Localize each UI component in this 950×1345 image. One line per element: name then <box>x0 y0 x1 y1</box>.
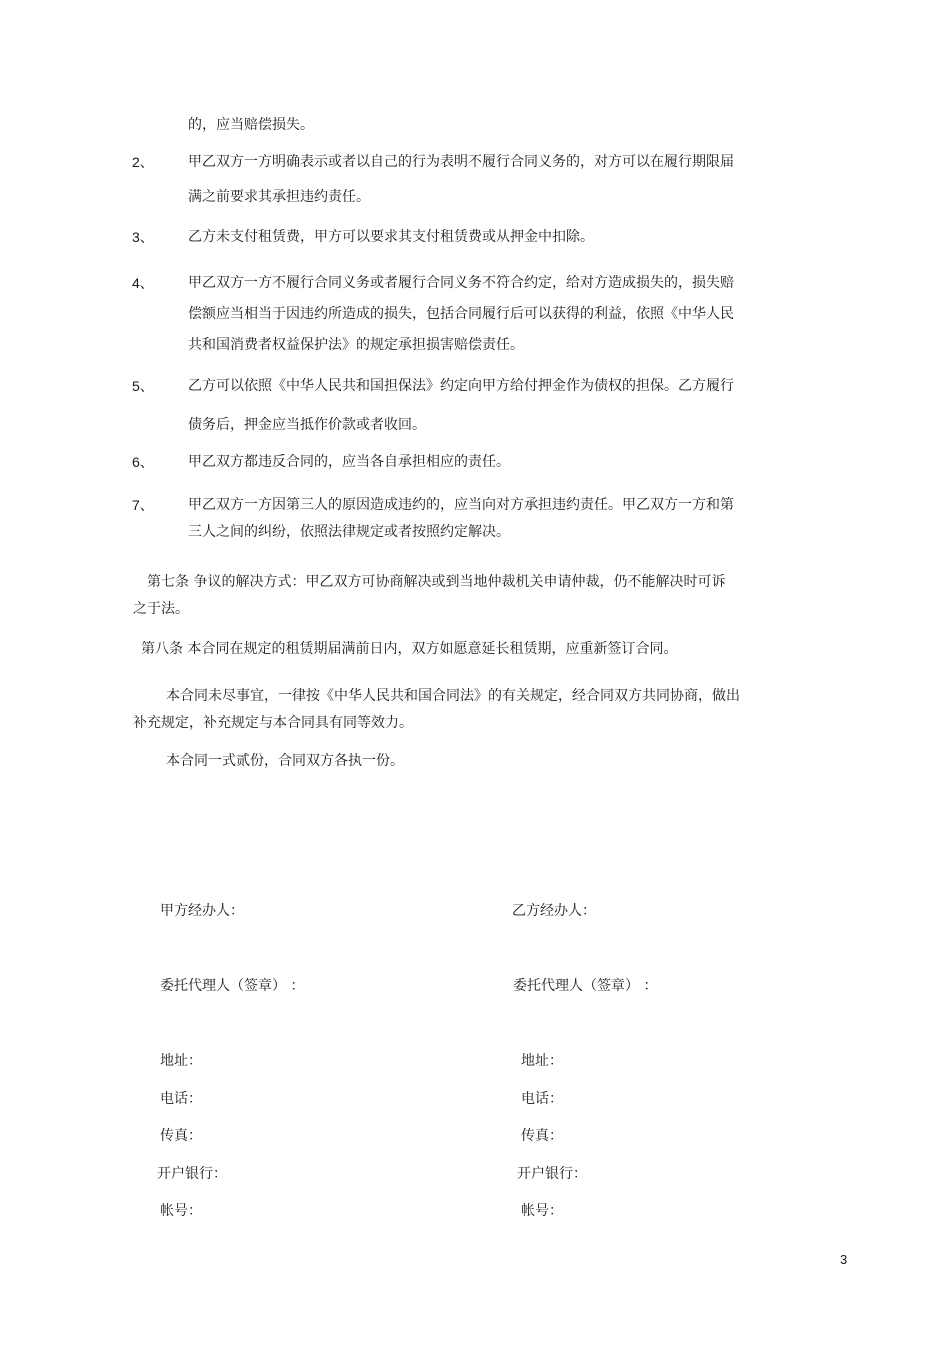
item-text-line: 偿额应当相当于因违约所造成的损失，包括合同履行后可以获得的利益，依照《中华人民 <box>188 306 734 322</box>
party-a-fax-label: 传真： <box>160 1128 202 1144</box>
party-a-agent-label: 委托代理人（签章） ： <box>160 978 305 994</box>
party-b-bank-label: 开户银行： <box>517 1166 587 1182</box>
item-text-line: 共和国消费者权益保护法》的规定承担损害赔偿责任。 <box>188 337 524 353</box>
party-b-phone-label: 电话： <box>521 1091 563 1107</box>
party-a-phone-label: 电话： <box>160 1091 202 1107</box>
item-text-line: 甲乙双方都违反合同的，应当各自承担相应的责任。 <box>188 454 510 470</box>
article-7-line: 之于法。 <box>133 601 189 617</box>
party-b-handler-label: 乙方经办人： <box>512 903 596 919</box>
item-text-line: 甲乙双方一方不履行合同义务或者履行合同义务不符合约定，给对方造成损失的，损失赔 <box>188 275 734 291</box>
item-text-line: 债务后，押金应当抵作价款或者收回。 <box>188 417 426 433</box>
closing-copies-text: 本合同一式贰份，合同双方各执一份。 <box>166 753 404 769</box>
intro-tail-text: 的，应当赔偿损失。 <box>188 117 314 133</box>
item-text-line: 甲乙双方一方明确表示或者以自己的行为表明不履行合同义务的，对方可以在履行期限届 <box>188 154 734 170</box>
closing-paragraph-line: 补充规定，补充规定与本合同具有同等效力。 <box>133 715 413 731</box>
item-number: 3、 <box>132 229 154 245</box>
article-8-text: 第八条 本合同在规定的租赁期届满前日内，双方如愿意延长租赁期，应重新签订合同。 <box>141 641 678 657</box>
party-b-agent-label: 委托代理人（签章） ： <box>513 978 658 994</box>
item-number: 4、 <box>132 275 154 291</box>
party-b-address-label: 地址： <box>521 1053 563 1069</box>
party-a-bank-label: 开户银行： <box>157 1166 227 1182</box>
party-a-account-label: 帐号： <box>160 1203 202 1219</box>
item-number: 7、 <box>132 497 154 513</box>
item-number: 6、 <box>132 454 154 470</box>
party-a-handler-label: 甲方经办人： <box>160 903 244 919</box>
item-number: 5、 <box>132 378 154 394</box>
party-a-address-label: 地址： <box>160 1053 202 1069</box>
article-7-line: 第七条 争议的解决方式：甲乙双方可协商解决或到当地仲裁机关申请仲裁，仍不能解决时可诉 <box>147 574 726 590</box>
item-text-line: 乙方可以依照《中华人民共和国担保法》约定向甲方给付押金作为债权的担保。乙方履行 <box>188 378 734 394</box>
item-text-line: 三人之间的纠纷，依照法律规定或者按照约定解决。 <box>188 524 510 540</box>
item-text-line: 乙方未支付租赁费，甲方可以要求其支付租赁费或从押金中扣除。 <box>188 229 594 245</box>
page-number: 3 <box>840 1252 848 1267</box>
item-text-line: 甲乙双方一方因第三人的原因造成违约的，应当向对方承担违约责任。甲乙双方一方和第 <box>188 497 734 513</box>
party-b-account-label: 帐号： <box>521 1203 563 1219</box>
item-text-line: 满之前要求其承担违约责任。 <box>188 189 370 205</box>
closing-paragraph-line: 本合同未尽事宜，一律按《中华人民共和国合同法》的有关规定，经合同双方共同协商，做出 <box>166 688 740 704</box>
item-number: 2、 <box>132 154 154 170</box>
party-b-fax-label: 传真： <box>521 1128 563 1144</box>
